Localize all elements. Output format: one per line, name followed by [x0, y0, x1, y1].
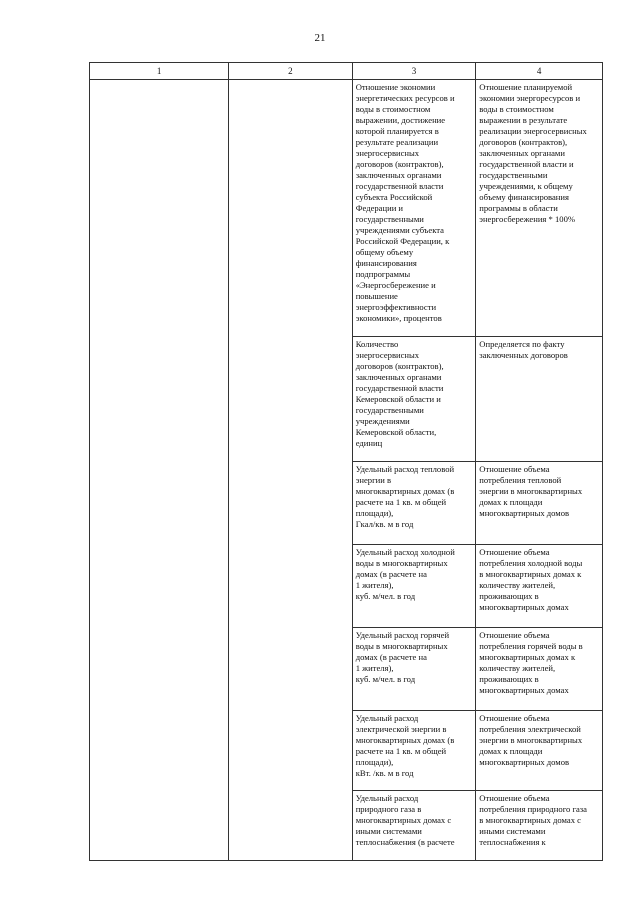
header-col-1: 1 — [90, 63, 229, 80]
method-cell: Отношение планируемой экономии энергоресурсов и воды в стоимостном выражении в результате реализации энергосервисных договоров (контрактов), заключенных органами государственной власти и государственными учреждениями, к общему объему финансирования программы в области энергосбережения * 100% — [479, 82, 587, 224]
col-2-empty-cell — [229, 80, 353, 861]
indicator-cell: Удельный расход электрической энергии в многоквартирных домах (в расчете на 1 кв. м общей площади), кВт. /кв. м в год — [355, 713, 455, 778]
indicator-cell: Удельный расход природного газа в многоквартирных домах с иными системами теплоснабжения (в расчете — [355, 793, 455, 847]
table-header-row — [90, 63, 603, 80]
method-cell: Отношение объема потребления природного газа в многоквартирных домах с иными системами теплоснабжения к — [479, 793, 587, 847]
method-cell: Отношение объема потребления горячей воды в многоквартирных домах к количеству жителей, проживающих в многоквартирных домах — [479, 630, 583, 695]
header-col-2: 2 — [229, 63, 353, 80]
method-cell: Отношение объема потребления холодной воды в многоквартирных домах к количеству жителей, проживающих в многоквартирных домах — [479, 547, 583, 612]
method-cell: Отношение объема потребления электрической энергии в многоквартирных домах к площади многоквартирных домов — [479, 713, 583, 767]
page-number: 21 — [314, 32, 326, 44]
header-col-3: 3 — [352, 63, 476, 80]
indicator-cell: Отношение экономии энергетических ресурсов и воды в стоимостном выражении, достижение которой планируется в результате реализации энергосервисных договоров (контрактов), заключенных органами государственной власти субъекта Российской Федерации и государственными учреждениями субъекта Российской Федерации, к общему объему финансирования подпрограммы «Энергосбережение и повышение энергоэффективности экономики», процентов — [355, 82, 455, 323]
col-1-empty-cell — [90, 80, 229, 861]
indicator-cell: Удельный расход горячей воды в многоквартирных домах (в расчете на 1 жителя), куб. м/чел. в год — [355, 630, 450, 684]
method-cell: Определяется по факту заключенных договоров — [479, 339, 568, 360]
indicator-cell: Удельный расход тепловой энергии в многоквартирных домах (в расчете на 1 кв. м общей площади), Гкал/кв. м в год — [355, 464, 455, 529]
table-row — [90, 80, 603, 337]
indicator-cell: Удельный расход холодной воды в многоквартирных домах (в расчете на 1 жителя), куб. м/чел. в год — [355, 547, 455, 601]
indicator-cell: Количество энергосервисных договоров (контрактов), заключенных органами государственной власти Кемеровской области и государственными учреждениями Кемеровской области, единиц — [355, 339, 444, 448]
indicators-table — [89, 62, 603, 861]
header-col-4: 4 — [476, 63, 603, 80]
method-cell: Отношение объема потребления тепловой энергии в многоквартирных домах к площади многоквартирных домов — [479, 464, 583, 518]
